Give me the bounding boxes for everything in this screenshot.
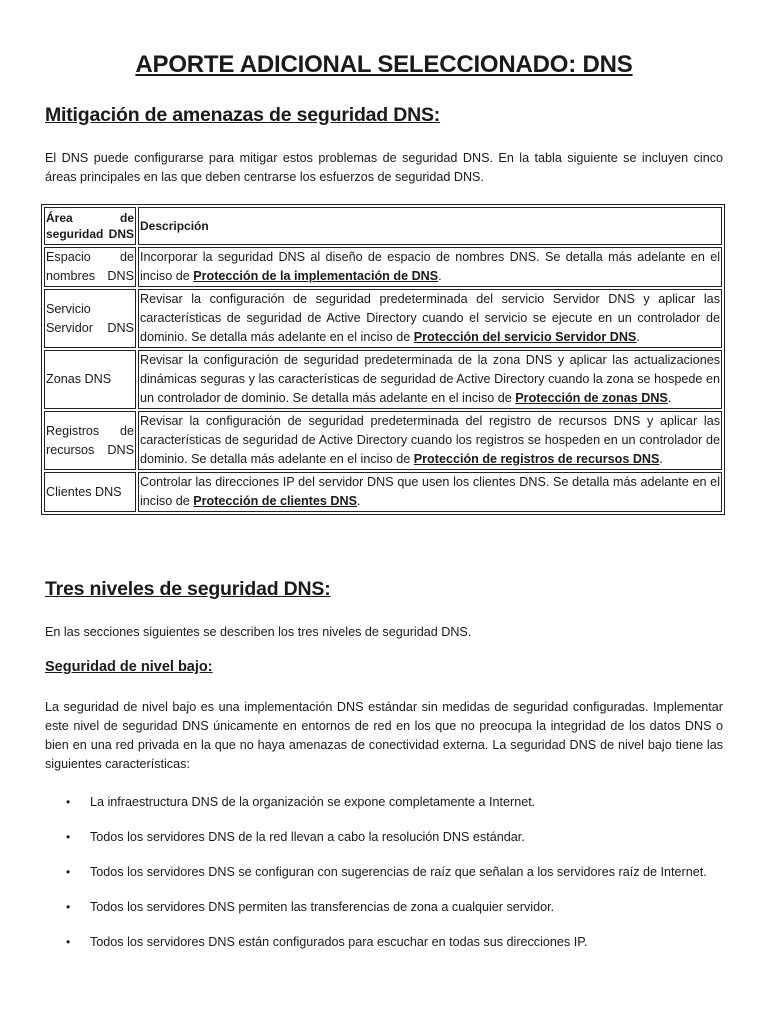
table-cell-area: Registros de recursos DNS [44, 411, 136, 470]
table-row [44, 289, 722, 348]
description-end: . [667, 391, 672, 405]
subheading-low-level: Seguridad de nivel bajo: [45, 659, 213, 675]
document-title: APORTE ADICIONAL SELECCIONADO: DNS [135, 51, 633, 78]
description-text: Revisar la configuración de seguridad predeterminada del registro de recursos DNS y aplicar las características de seguridad de Active Directory cuando los registros se hospeden en un controlador de dominio. Se detalla más adelante en el inciso de [140, 414, 720, 466]
table-cell-description [138, 350, 722, 409]
bullet-icon: • [66, 900, 71, 914]
table-cell-description [138, 247, 722, 287]
table-header-row [44, 207, 722, 245]
table-row [44, 472, 722, 512]
description-text: Controlar las direcciones IP del servidor DNS que usen los clientes DNS. Se detalla más adelante en el inciso de [140, 475, 720, 508]
bullet-icon: • [66, 865, 71, 879]
list-item [45, 828, 723, 847]
table-cell-description [138, 411, 722, 470]
table-cell-area: Clientes DNS [44, 472, 136, 512]
table-cell-description [138, 289, 722, 348]
list-item-text: La infraestructura DNS de la organización se expone completamente a Internet. [90, 795, 536, 809]
section-heading-mitigation: Mitigación de amenazas de seguridad DNS: [45, 104, 441, 126]
table-row [44, 350, 722, 409]
section-reference-link[interactable]: Protección de la implementación de DNS [193, 269, 439, 283]
table-header-area: Área de seguridad DNS [44, 207, 136, 245]
table-cell-area: Espacio de nombres DNS [44, 247, 136, 287]
description-text: Incorporar la seguridad DNS al diseño de espacio de nombres DNS. Se detalla más adelante en el inciso de [140, 250, 720, 283]
table-cell-area: Servicio Servidor DNS [44, 289, 136, 348]
description-end: . [438, 269, 442, 283]
list-item [45, 793, 723, 812]
intro-paragraph: El DNS puede configurarse para mitigar estos problemas de seguridad DNS. En la tabla siguiente se incluyen cinco áreas principales en las que deben centrarse los esfuerzos de seguridad DNS. [45, 151, 723, 184]
description-end: . [659, 452, 663, 466]
section-reference-link[interactable]: Protección del servicio Servidor DNS [413, 330, 637, 344]
section-reference-link[interactable]: Protección de clientes DNS [193, 494, 357, 508]
list-item-text: Todos los servidores DNS de la red llevan a cabo la resolución DNS estándar. [90, 830, 525, 844]
description-text: Revisar la configuración de seguridad predeterminada de la zona DNS y aplicar las actualizaciones dinámicas seguras y las características de seguridad de Active Directory cuando la zona se hospede en un controlador de dominio. Se detalla más adelante en el inciso de [140, 353, 720, 405]
bullet-icon: • [66, 935, 71, 949]
list-item-text: Todos los servidores DNS se configuran con sugerencias de raíz que señalan a los servidores raíz de Internet. [90, 865, 707, 879]
section-heading-levels: Tres niveles de seguridad DNS: [45, 578, 331, 600]
table-cell-area: Zonas DNS [44, 350, 136, 409]
security-areas-table [41, 204, 725, 515]
levels-intro-paragraph: En las secciones siguientes se describen los tres niveles de seguridad DNS. [45, 625, 472, 639]
description-end: . [357, 494, 361, 508]
section-reference-link[interactable]: Protección de registros de recursos DNS [413, 452, 660, 466]
description-end: . [636, 330, 640, 344]
list-item-text: Todos los servidores DNS están configurados para escuchar en todas sus direcciones IP. [90, 935, 588, 949]
table-cell-description [138, 472, 722, 512]
list-item-text: Todos los servidores DNS permiten las transferencias de zona a cualquier servidor. [90, 900, 555, 914]
bullet-icon: • [66, 795, 71, 809]
table-row [44, 247, 722, 287]
section-reference-link[interactable]: Protección de zonas DNS [515, 391, 668, 405]
table-header-description: Descripción [138, 207, 722, 245]
bullet-icon: • [66, 830, 71, 844]
description-text: Revisar la configuración de seguridad predeterminada del servicio Servidor DNS y aplicar las características de seguridad de Active Directory cuando el servicio se ejecute en un controlador de dominio. Se detalla más adelante en el inciso de [140, 292, 720, 344]
characteristics-list [45, 793, 723, 968]
list-item [45, 933, 723, 952]
list-item [45, 863, 723, 882]
list-item [45, 898, 723, 917]
table-row [44, 411, 722, 470]
low-level-paragraph: La seguridad de nivel bajo es una implementación DNS estándar sin medidas de seguridad configuradas. Implementar este nivel de seguridad DNS únicamente en entornos de red en los que no preocupa la integridad de los datos DNS o bien en una red privada en la que no haya amenazas de conectividad externa. La seguridad DNS de nivel bajo tiene las siguientes características: [45, 700, 723, 771]
